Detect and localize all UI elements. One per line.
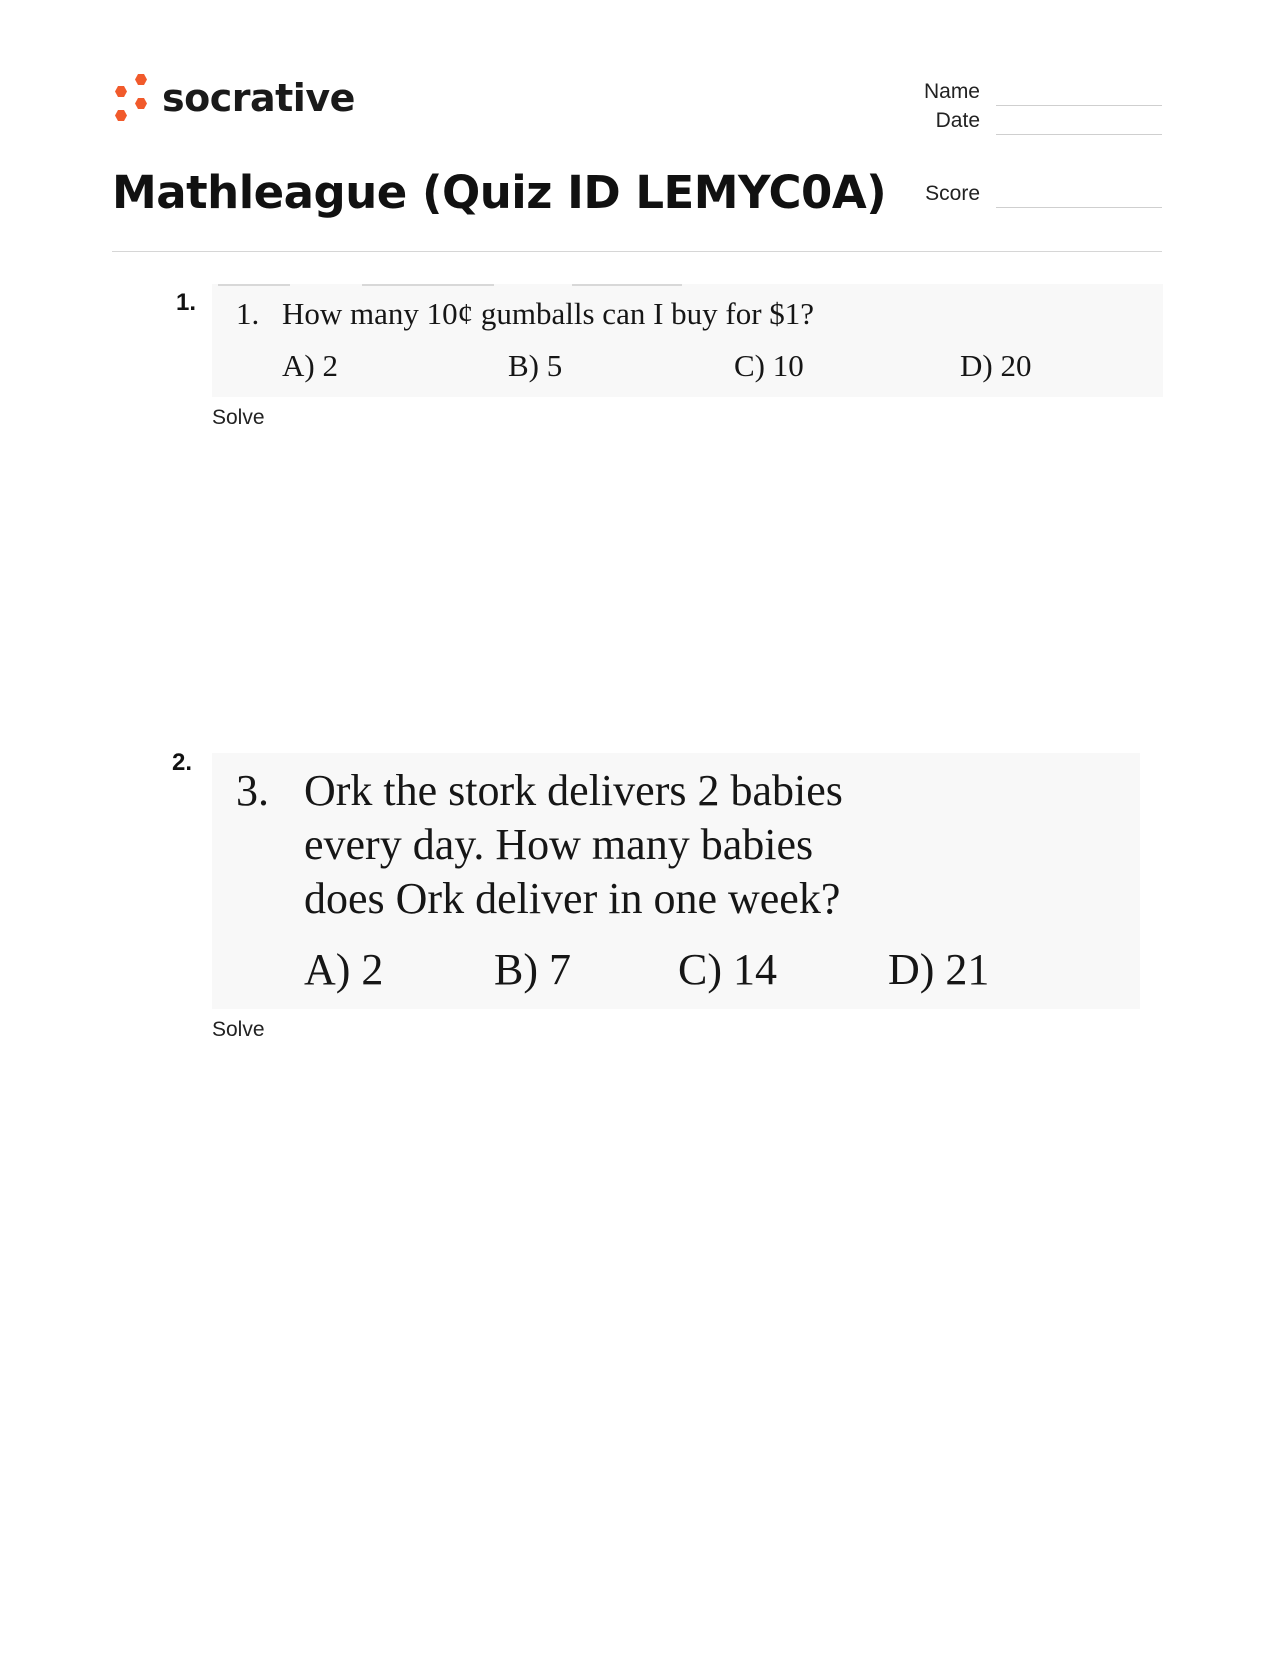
choice-b: B) 7: [494, 945, 571, 994]
date-field: [880, 107, 1162, 135]
choice-b: B) 5: [508, 348, 563, 383]
choice-c: C) 10: [734, 348, 804, 383]
name-blank-line[interactable]: [996, 83, 1162, 106]
question-number: 1.: [176, 289, 197, 316]
choice-a: A) 2: [304, 945, 384, 994]
date-label: Date: [935, 109, 980, 132]
question-number: 2.: [172, 749, 193, 776]
stem-line: every day. How many babies: [304, 820, 814, 869]
name-label: Name: [923, 80, 980, 103]
solve-label: Solve: [212, 406, 265, 429]
stem-text: How many 10¢ gumballs can I buy for $1?: [282, 296, 815, 331]
solve-label: Solve: [212, 1018, 265, 1041]
stem-number: 1.: [236, 296, 260, 331]
question-stem: [236, 296, 814, 332]
socrative-logo: [112, 72, 355, 124]
score-field: [880, 180, 1162, 208]
score-blank-line[interactable]: [996, 185, 1162, 208]
name-field: [880, 78, 1162, 106]
stem-line: Ork the stork delivers 2 babies: [304, 766, 843, 815]
brand-name: socrative: [162, 76, 355, 120]
socrative-hexagon-icon: [112, 72, 152, 124]
choice-c: C) 14: [678, 945, 777, 994]
score-label: Score: [925, 182, 980, 205]
quiz-title: Mathleague (Quiz ID LEMYC0A): [112, 166, 887, 219]
stem-line: does Ork deliver in one week?: [304, 874, 841, 923]
choice-d: D) 21: [888, 945, 990, 994]
header-divider: [112, 251, 1162, 252]
choice-d: D) 20: [960, 348, 1032, 383]
date-blank-line[interactable]: [996, 112, 1162, 135]
choice-a: A) 2: [282, 348, 338, 383]
scan-artifact: [212, 284, 1163, 286]
stem-number: 3.: [236, 766, 269, 815]
question-image: [212, 753, 1140, 1009]
question-image: [212, 284, 1163, 397]
